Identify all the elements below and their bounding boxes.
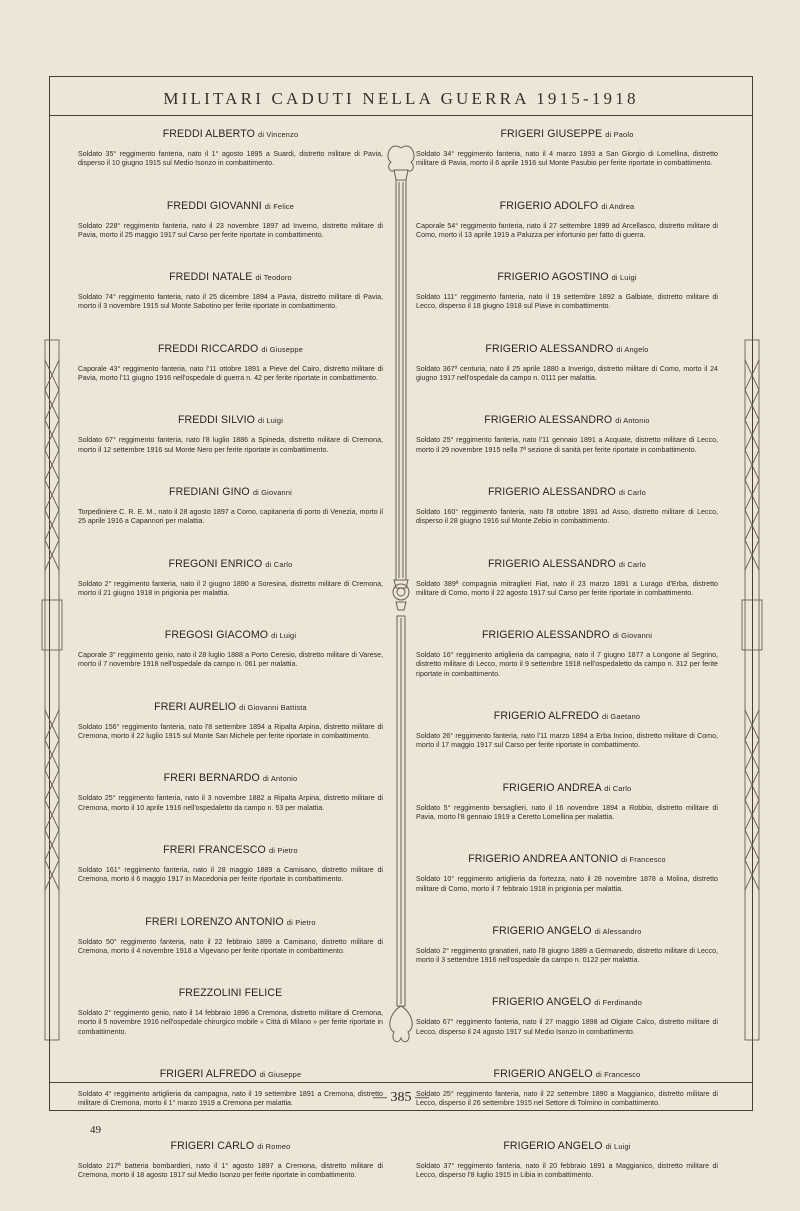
casualty-name: FREDDI NATALE [169, 271, 253, 284]
casualty-name: FRIGERIO ANDREA ANTONIO [468, 853, 619, 866]
casualty-description: Soldato 25° reggimento fanteria, nato il 3 novembre 1882 a Ripalta Arpina, distretto militare di Cremona, morto il 10 aprile 1916 nell'ospedaletto da campo n. 53 per malattia. [78, 794, 383, 812]
casualty-entry [78, 343, 383, 384]
casualty-entry [78, 916, 383, 957]
casualty-parent: di Giuseppe [261, 344, 304, 354]
casualty-description: Soldato 217ª batteria bombardieri, nato il 1° agosto 1897 a Cremona, distretto militare di Cremona, morto il 18 agosto 1917 sul Medio Isonzo per ferite riportate in combattimento. [78, 1161, 383, 1179]
casualty-name-line [416, 1068, 718, 1080]
casualty-name: FRIGERI ALFREDO [159, 1068, 257, 1081]
casualty-name-line [78, 128, 383, 140]
casualty-entry [416, 200, 718, 241]
casualty-name-line [78, 844, 383, 856]
casualty-name: FRIGERI CARLO [170, 1139, 255, 1152]
casualty-name-line [78, 414, 383, 426]
casualty-description: Soldato 74° reggimento fanteria, nato il 25 dicembre 1894 a Pavia, distretto militare di Pavia, morto il 3 novembre 1915 sul Monte Sabotino per ferite riportate in combattimento. [78, 293, 383, 311]
casualty-name: FRIGERIO ALESSANDRO [487, 485, 616, 498]
casualty-name: FRIGERIO ADOLFO [499, 199, 599, 212]
casualty-description: Soldato 2° reggimento fanteria, nato il 2 giugno 1890 a Soresina, distretto militare di Cremona, morto il 21 giugno 1918 in prigionia per malattia. [78, 579, 383, 597]
casualty-description: Soldato 160° reggimento fanteria, nato l'8 ottobre 1891 ad Asso, distretto militare di Lecco, disperso il 28 giugno 1916 sul Monte Zebio in combattimento. [416, 507, 718, 526]
casualty-description: Torpediniere C. R. E. M., nato il 28 agosto 1897 a Como, capitaneria di porto di Venezia, morto il 25 aprile 1916 a Capannori per malattia. [78, 507, 383, 526]
casualty-description: Soldato 67° reggimento fanteria, nato il 27 maggio 1898 ad Olgiate Calco, distretto militare di Lecco, disperso il 24 agosto 1917 sul Medio Isonzo in combattimento. [416, 1018, 718, 1036]
casualty-parent: di Paolo [605, 130, 634, 139]
left-column [78, 128, 383, 1211]
casualty-entry [416, 558, 718, 599]
casualty-name: FREDDI RICCARDO [157, 342, 259, 355]
casualty-parent: di Ferdinando [594, 998, 643, 1008]
casualty-description: Soldato 4° reggimento artiglieria da campagna, nato il 19 settembre 1891 a Cremona, distretto militare di Cremona, morto il 1° marzo 1919 a Cremona per malattia. [78, 1090, 383, 1108]
casualty-name: FRIGERIO ANGELO [503, 1139, 603, 1152]
casualty-parent: di Giuseppe [259, 1070, 302, 1080]
casualty-entry [78, 701, 383, 742]
casualty-description: Soldato 156° reggimento fanteria, nato l'8 settembre 1894 a Ripalta Arpina, distretto militare di Cremona, morto il 22 luglio 1915 sul Monte San Michele per ferite riportate in combattimento. [78, 722, 383, 741]
casualty-entry [416, 710, 718, 751]
casualty-parent: di Carlo [265, 559, 293, 569]
casualty-name-line [78, 1068, 383, 1080]
casualty-parent: di Gaetano [602, 712, 641, 722]
casualty-name-line [78, 558, 383, 570]
right-lattice-ornament [740, 330, 766, 1050]
casualty-name-line [78, 343, 383, 355]
left-lattice-ornament [40, 330, 66, 1050]
casualty-description: Soldato 2° reggimento genio, nato il 14 febbraio 1896 a Cremona, distretto militare di Cremona, morto il 5 novembre 1916 nell'ospedale chirurgico mobile « Città di Milano » per ferite riportate in combattimento. [78, 1009, 383, 1036]
casualty-name-line [78, 916, 383, 928]
casualty-name-line [416, 996, 718, 1008]
casualty-description: Soldato 2° reggimento granatieri, nato l'8 giugno 1889 a Germanedo, distretto militare di Lecco, morto il 3 settembre 1916 nell'ospedale da campo n. 0122 per malattia. [416, 946, 718, 965]
casualty-entry [78, 1140, 383, 1181]
casualty-description: Soldato 35° reggimento fanteria, nato il 1° agosto 1895 a Suardi, distretto militare di Pavia, disperso il 10 giugno 1915 sul Medio Isonzo in combattimento. [78, 150, 383, 168]
casualty-name-line [78, 271, 383, 283]
casualty-entry [416, 925, 718, 966]
casualty-name: FRIGERIO AGOSTINO [497, 271, 609, 284]
casualty-description: Soldato 228° reggimento fanteria, nato il 23 novembre 1897 ad Inverno, distretto militare di Pavia, morto il 25 maggio 1917 sul Carso per ferite riportate in combattimento. [78, 221, 383, 239]
casualty-parent: di Giovanni [612, 631, 653, 641]
casualty-parent: di Alessandro [594, 926, 642, 936]
casualty-name: FREDIANI GINO [169, 485, 250, 498]
casualty-parent: di Vincenzo [258, 130, 299, 139]
casualty-parent: di Luigi [605, 1141, 631, 1151]
casualty-name: FRIGERIO ANGELO [492, 924, 592, 937]
page-title: MILITARI CADUTI NELLA GUERRA 1915-1918 [163, 89, 639, 108]
casualty-parent: di Teodoro [255, 273, 292, 283]
casualty-description: Soldato 5° reggimento bersaglieri, nato il 16 novembre 1894 a Robbio, distretto militare di Pavia, morto l'8 gennaio 1919 a Ceretto Lomellina per malattia. [416, 803, 718, 821]
casualty-parent: di Romeo [257, 1141, 291, 1151]
casualty-parent: di Andrea [601, 201, 635, 211]
casualty-name-line [78, 200, 383, 212]
casualty-entry [416, 343, 718, 384]
casualty-parent: di Angelo [616, 344, 649, 354]
casualty-entry [416, 629, 718, 679]
right-column [416, 128, 718, 1211]
casualty-parent: di Luigi [271, 631, 297, 641]
casualty-parent: di Giovanni Battista [239, 702, 307, 712]
casualty-name: FRIGERIO ALESSANDRO [487, 557, 616, 570]
casualty-name: FRERI BERNARDO [163, 772, 260, 785]
casualty-entry [416, 414, 718, 455]
casualty-parent: di Francesco [621, 855, 666, 865]
casualty-name: FRERI FRANCESCO [163, 843, 266, 856]
casualty-entry [78, 200, 383, 241]
casualty-description: Soldato 26° reggimento fanteria, nato l'11 marzo 1894 a Erba Incino, distretto militare di Como, morto il 17 maggio 1917 sul Carso per ferite riportate in combattimento. [416, 732, 718, 750]
casualty-description: Soldato 25° reggimento fanteria, nato il 22 settembre 1890 a Maggianico, distretto militare di Lecco, disperso il 26 settembre 1915 nel Settore di Tolmino in combattimento. [416, 1090, 718, 1108]
casualty-name: FRIGERI GIUSEPPE [500, 128, 603, 140]
casualty-parent: di Carlo [618, 487, 646, 497]
casualty-name: FRERI AURELIO [154, 700, 237, 713]
casualty-name: FRERI LORENZO ANTONIO [145, 915, 284, 928]
casualty-name-line [416, 343, 718, 355]
casualty-parent: di Carlo [618, 559, 646, 569]
casualty-entry [78, 629, 383, 670]
casualty-entry [416, 128, 718, 169]
casualty-entry [78, 486, 383, 527]
casualty-name: FREGOSI GIACOMO [164, 629, 269, 642]
casualty-name: FREGONI ENRICO [168, 557, 263, 570]
casualty-entry [78, 128, 383, 169]
casualty-name-line [416, 414, 718, 426]
casualty-name: FRIGERIO ANGELO [491, 996, 592, 1009]
casualty-entry [416, 853, 718, 894]
casualty-name: FRIGERIO ANDREA [502, 781, 602, 794]
casualty-description: Caporale 54° reggimento fanteria, nato il 27 settembre 1899 ad Arcellasco, distretto militare di Como, morto il 13 aprile 1919 a Paluzza per infortunio per fatto di guerra. [416, 221, 718, 239]
casualty-name-line [416, 710, 718, 722]
casualty-name-line [416, 200, 718, 212]
casualty-entry [78, 772, 383, 813]
casualty-parent: di Francesco [595, 1070, 641, 1080]
casualty-parent: di Carlo [604, 783, 632, 793]
casualty-entry [78, 558, 383, 599]
casualty-parent: di Giovanni [252, 487, 292, 497]
casualty-description: Soldato 161° reggimento fanteria, nato il 28 maggio 1889 a Camisano, distretto militare di Cremona, morto il 6 maggio 1917 in Macedonia per ferite riportate in combattimento. [78, 865, 383, 884]
folio-number: 49 [90, 1124, 101, 1136]
casualty-parent: di Luigi [258, 416, 284, 426]
casualty-parent: di Pietro [268, 845, 298, 855]
casualty-entry [416, 486, 718, 527]
casualty-entry [78, 844, 383, 885]
casualty-name: FREDDI GIOVANNI [166, 199, 262, 212]
fasces-ornament [376, 140, 426, 1060]
casualty-parent: di Antonio [615, 416, 650, 426]
casualty-description: Soldato 34° reggimento fanteria, nato il 4 marzo 1893 a San Giorgio di Lomellina, distretto militare di Pavia, morto il 6 aprile 1916 sul Monte Pasubio per ferite riportate in combattimento. [416, 150, 718, 168]
casualty-description: Soldato 16° reggimento artiglieria da campagna, nato il 7 giugno 1877 a Longone al Segrino, distretto militare di Lecco, morto il 9 settembre 1918 nell'ospedaletto da campo n. 312 per ferite riportate in combattimento. [416, 651, 718, 678]
casualty-parent: di Antonio [262, 774, 298, 784]
casualty-parent: di Luigi [611, 273, 637, 283]
casualty-description: Soldato 389ª compagnia mitraglieri Fiat, nato il 23 marzo 1891 a Lurago d'Erba, distretto militare di Como, morto il 22 agosto 1917 sul Carso per ferite riportate in combattimento. [416, 579, 718, 597]
casualty-name-line [416, 925, 718, 937]
casualty-description: Caporale 3° reggimento genio, nato il 28 luglio 1888 a Porto Ceresio, distretto militare di Varese, morto il 7 novembre 1918 nell'ospedale da campo n. 061 per malattia. [78, 651, 383, 669]
casualty-name-line [416, 853, 718, 865]
casualty-name-line [78, 772, 383, 784]
casualty-parent: di Pietro [286, 917, 316, 927]
casualty-name: FRIGERIO ALFREDO [493, 710, 599, 723]
casualty-name-line [416, 629, 718, 641]
casualty-name-line [78, 629, 383, 641]
casualty-name: FRIGERIO ANGELO [493, 1068, 593, 1081]
casualty-description: Caporale 43° reggimento fanteria, nato l'11 ottobre 1891 a Pieve del Cairo, distretto militare di Pavia, morto l'11 giugno 1916 nell'ospedale di guerra n. 42 per ferite riportate in combattimento. [78, 364, 383, 383]
casualty-entry [416, 1140, 718, 1181]
casualty-name: FREZZOLINI FELICE [178, 987, 283, 1000]
header-rule [49, 115, 753, 116]
casualty-entry [78, 987, 383, 1037]
casualty-entry [416, 782, 718, 823]
casualty-name: FRIGERIO ALESSANDRO [485, 342, 614, 355]
casualty-description: Soldato 67° reggimento fanteria, nato l'8 luglio 1886 a Spineda, distretto militare di Cremona, morto il 12 settembre 1916 sul Monte Nero per ferite riportate in combattimento. [78, 436, 383, 454]
casualty-name-line [416, 558, 718, 570]
casualty-description: Soldato 10° reggimento artiglieria da fortezza, nato il 28 novembre 1878 a Molina, distretto militare di Como, morto il 7 febbraio 1918 in prigionia per malattia. [416, 875, 718, 893]
casualty-entry [78, 271, 383, 312]
casualty-parent: di Felice [264, 201, 295, 211]
casualty-description: Soldato 37° reggimento fanteria, nato il 20 febbraio 1891 a Maggianico, distretto militare di Lecco, disperso l'8 luglio 1915 in Libia in combattimento. [416, 1161, 718, 1179]
casualty-name-line [78, 1140, 383, 1152]
casualty-name: FREDDI SILVIO [177, 414, 255, 427]
casualty-entry [416, 996, 718, 1037]
casualty-description: Soldato 50° reggimento fanteria, nato il 22 febbraio 1899 a Camisano, distretto militare di Cremona, morto il 4 novembre 1918 a Vigevano per ferite riportate in combattimento. [78, 937, 383, 955]
casualty-entry [416, 271, 718, 312]
casualty-name-line [416, 1140, 718, 1152]
casualty-name-line [416, 271, 718, 283]
casualty-name-line [78, 987, 383, 999]
casualty-name-line [416, 486, 718, 498]
casualty-name: FREDDI ALBERTO [162, 128, 255, 140]
casualty-name: FRIGERIO ALESSANDRO [481, 629, 610, 642]
casualty-name-line [78, 486, 383, 498]
casualty-name: FRIGERIO ALESSANDRO [484, 414, 613, 427]
page-number: — 385 — [373, 1090, 429, 1105]
casualty-name-line [416, 782, 718, 794]
casualty-description: Soldato 111° reggimento fanteria, nato il 19 settembre 1892 a Galbiate, distretto militare di Lecco, disperso il 18 giugno 1918 sul Piave in combattimento. [416, 293, 718, 311]
casualty-name-line [416, 128, 718, 140]
casualty-description: Soldato 367ª centuria, nato il 25 aprile 1880 a Inverigo, distretto militare di Como, morto il 24 giugno 1917 nell'ospedale da campo n. 0111 per malattia. [416, 364, 718, 383]
casualty-name-line [78, 701, 383, 713]
casualty-description: Soldato 25° reggimento fanteria, nato l'11 gennaio 1891 a Acquate, distretto militare di Lecco, morto il 29 novembre 1915 nella 7ª sezione di sanità per ferite riportate in combattimento. [416, 436, 718, 454]
casualty-entry [78, 414, 383, 455]
